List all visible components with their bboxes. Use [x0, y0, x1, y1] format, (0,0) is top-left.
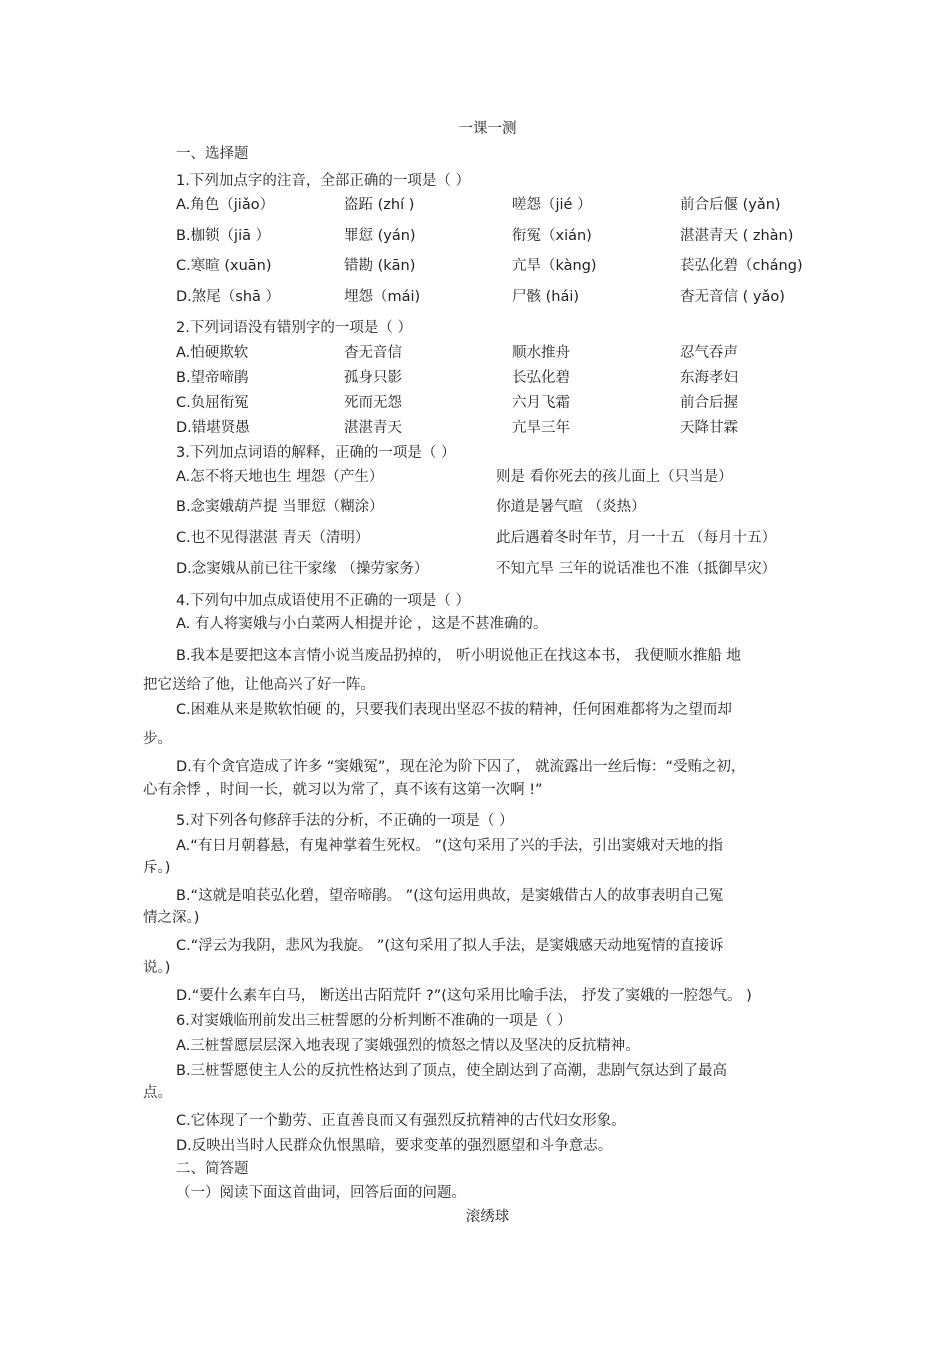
- q3-option: 此后遇着冬时年节，月一十五 （每月十五）: [496, 530, 777, 546]
- q5-option-b: B.“这就是咱苌弘化碧，望帝啼鹃。 ”(这句运用典故，是窦娥借古人的故事表明自己冤: [176, 888, 724, 904]
- q1-option: 亢旱（kàng): [512, 258, 597, 274]
- q5-option-a: A.“有日月朝暮悬，有鬼神掌着生死权。 ”(这句采用了兴的手法，引出窦娥对天地的指: [176, 838, 724, 854]
- q1-option: 错勘 (kān): [344, 258, 416, 274]
- q1-option: A.角色（jiǎo）: [176, 197, 275, 213]
- q4-option-d-cont: 心有余悸 ，时间一长，就习以为常了，真不该有这第一次啊 !”: [143, 782, 543, 798]
- q4-option-d: D.有个贪官造成了许多 “窦娥冤”，现在沦为阶下囚了， 就流露出一丝后悔：“受贿之初，: [176, 759, 746, 775]
- q4-option-c-cont: 步。: [143, 731, 172, 747]
- q6-stem: 6.对窦娥临刑前发出三桩誓愿的分析判断不准确的一项是（ ）: [176, 1013, 572, 1029]
- q1-option: 嗟怨（jié ）: [512, 197, 592, 213]
- q1-option: 湛湛青天 ( zhàn): [680, 228, 794, 244]
- q2-option: 顺水推舟: [512, 345, 570, 361]
- q4-option-a: A. 有人将窦娥与小白菜两人相提并论 ，这是不甚准确的。: [176, 616, 548, 632]
- q3-option: A.怎不将天地也生 埋怨（产生）: [176, 469, 384, 485]
- q4-stem: 4.下列句中加点成语使用不正确的一项是（ ）: [176, 593, 470, 609]
- q6-option-b-cont: 点。: [143, 1085, 172, 1101]
- q6-option-c: C.它体现了一个勤劳、正直善良而又有强烈反抗精神的古代妇女形象。: [176, 1113, 626, 1129]
- q2-option: 长弘化碧: [512, 370, 570, 386]
- q2-option: 六月飞霜: [512, 395, 570, 411]
- q3-option: B.念窦娥葫芦提 当罪愆（糊涂）: [176, 499, 384, 515]
- q5-option-d: D.“要什么素车白马， 断送出古陌荒阡 ?”(这句采用比喻手法， 抒发了窦娥的一腔怨气。 ): [176, 988, 752, 1004]
- q1-option: B.枷锁（jiā ）: [176, 228, 271, 244]
- q4-option-c: C.困难从来是欺软怕硬 的，只要我们表现出坚忍不拔的精神，任何困难都将为之望而却: [176, 702, 732, 718]
- q3-option: 你道是暑气暄 （炎热）: [496, 499, 646, 515]
- q1-option: D.煞尾（shā ）: [176, 289, 281, 305]
- q4-option-b: B.我本是要把这本言情小说当废品扔掉的， 听小明说他正在找这本书， 我便顺水推船 地: [176, 648, 741, 664]
- q1-option: 前合后偃 (yǎn): [680, 197, 781, 213]
- q5-option-c: C.“浮云为我阴，悲风为我旋。 ”(这句采用了拟人手法，是窦娥感天动地冤情的直接诉: [176, 938, 724, 954]
- q1-option: 杳无音信 ( yǎo): [680, 289, 785, 305]
- q1-stem: 1.下列加点字的注音，全部正确的一项是（ ）: [176, 173, 470, 189]
- q1-option: C.寒暄 (xuān): [176, 258, 272, 274]
- q2-option: 前合后握: [680, 395, 738, 411]
- q2-option: 天降甘霖: [680, 420, 738, 436]
- q2-option: 湛湛青天: [344, 420, 402, 436]
- section-heading-1: 一、选择题: [176, 146, 249, 162]
- page-title: 一课一测: [458, 121, 517, 137]
- q2-option: B.望帝啼鹃: [176, 370, 249, 386]
- subsection-heading: （一）阅读下面这首曲词，回答后面的问题。: [176, 1185, 466, 1201]
- q4-option-b-cont: 把它送给了他，让他高兴了好一阵。: [143, 677, 375, 693]
- q6-option-d: D.反映出当时人民群众仇恨黑暗，要求变革的强烈愿望和斗争意志。: [176, 1138, 613, 1154]
- q1-option: 尸骸 (hái): [512, 289, 580, 305]
- q6-option-a: A.三桩誓愿层层深入地表现了窦娥强烈的愤怒之情以及坚决的反抗精神。: [176, 1038, 640, 1054]
- q2-option: 东海孝妇: [680, 370, 738, 386]
- q2-option: 孤身只影: [344, 370, 402, 386]
- q6-option-b: B.三桩誓愿使主人公的反抗性格达到了顶点，使全剧达到了高潮，悲剧气氛达到了最高: [176, 1063, 728, 1079]
- q2-option: 忍气吞声: [680, 345, 738, 361]
- q3-option: 不知亢旱 三年的说话准也不准（抵御旱灾）: [496, 561, 777, 577]
- q1-option: 罪愆 (yán): [344, 228, 416, 244]
- poem-title: 滚绣球: [465, 1209, 510, 1225]
- q2-option: D.错堪贤愚: [176, 420, 250, 436]
- section-heading-2: 二、简答题: [176, 1161, 249, 1177]
- q3-option: D.念窦娥从前已往干家缘 （操劳家务）: [176, 561, 429, 577]
- q2-option: 死而无怨: [344, 395, 402, 411]
- q1-option: 盗跖 (zhí ): [344, 197, 415, 213]
- q2-option: 杳无音信: [344, 345, 402, 361]
- q3-option: 则是 看你死去的孩儿面上（只当是）: [496, 469, 733, 485]
- q1-option: 衔冤（xián): [512, 228, 592, 244]
- q5-option-a-cont: 斥。): [143, 860, 171, 876]
- q3-option: C.也不见得湛湛 青天（清明）: [176, 530, 370, 546]
- q2-option: 亢旱三年: [512, 420, 570, 436]
- q2-stem: 2.下列词语没有错别字的一项是（ ）: [176, 320, 412, 336]
- q5-option-c-cont: 说。): [143, 960, 171, 976]
- q2-option: C.负屈衔冤: [176, 395, 249, 411]
- q2-option: A.怕硬欺软: [176, 345, 249, 361]
- q5-stem: 5.对下列各句修辞手法的分析，不正确的一项是（ ）: [176, 813, 514, 829]
- q3-stem: 3.下列加点词语的解释，正确的一项是（ ）: [176, 445, 456, 461]
- q5-option-b-cont: 情之深。): [143, 910, 200, 926]
- q1-option: 埋怨（mái): [344, 289, 421, 305]
- q1-option: 苌弘化碧（cháng): [680, 258, 803, 274]
